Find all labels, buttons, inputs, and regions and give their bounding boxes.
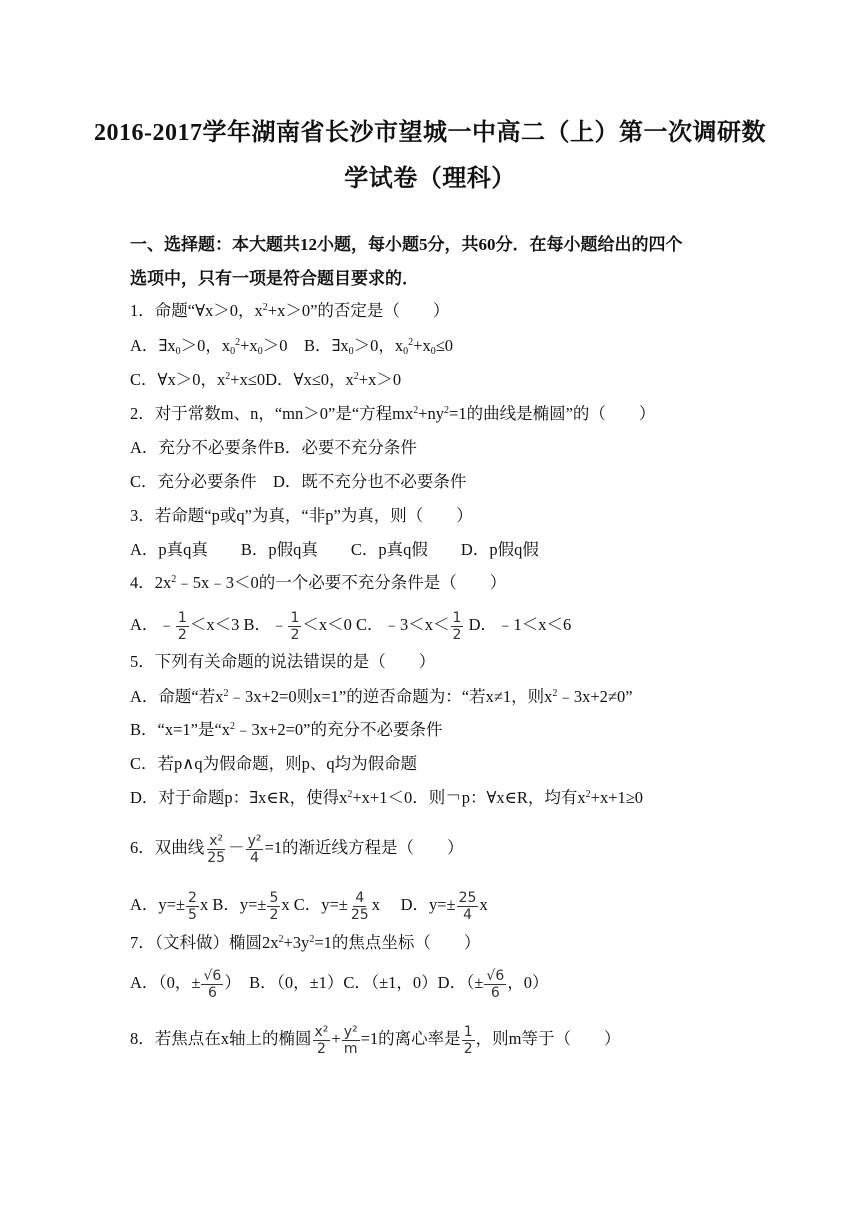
q7-stem: 7．（文科做）椭圆$2x^2+3y^2=1$的焦点坐标（ ） — [130, 933, 481, 952]
section-heading-line1: 一、选择题：本大题共12小题，每小题5分，共60分．在每小题给出的四个 — [130, 235, 683, 254]
q5-option-a: A．命题“若$x^2﹣3x+2=0$则x=1”的逆否命题为：“若x≠1，则$x^2﹣3x+2\ne 0$” — [130, 687, 633, 706]
fraction-5-2: $\frac{5}{2}$ — [269, 889, 279, 923]
fraction-root6-over-6: $\frac{√6}{6}$ — [486, 967, 505, 1001]
q2-stem: 2．对于常数m、n，“mn＞0”是“方程$mx^2+ny^2=1$的曲线是椭圆”的（ ） — [130, 404, 656, 423]
q1-options-ab: A．$\exists x_0>0$，$x_0^2+x_0>0$ B．$\exists x_0>0$，$x_0^2+x_0\le 0$ — [130, 336, 454, 357]
q6-stem: 6．双曲线 $\frac{\text{x²}}{25}$ － $\frac{\text{y²}}{4}$ =1的渐近线方程是（ ） — [130, 832, 464, 866]
fraction-4-25: $\frac{4}{25}$ — [350, 889, 369, 923]
q2-options-ab: A．充分不必要条件B．必要不充分条件 — [130, 438, 417, 457]
fraction-y2-over-m: $\frac{\text{y²}}{m}$ — [343, 1023, 358, 1057]
q1-options-cd: C．∀x＞0，$x^2+x\le 0D$．∀x≤0，$x^2+x>0$ — [130, 370, 402, 389]
q5-option-c: C．若p∧q为假命题，则p、q均为假命题 — [130, 754, 418, 773]
q3-stem: 3．若命题“p或q”为真，“非p”为真，则（ ） — [130, 506, 473, 525]
q4-options: A．﹣ $\frac{1}{2}$ ＜x＜3 B．﹣ $\frac{1}{2}$ ＜x＜0 C．﹣3＜x＜ $\frac{1}{2}$ D．﹣1＜x＜6 — [130, 609, 572, 643]
section-heading-line2: 选项中，只有一项是符合题目要求的． — [130, 269, 419, 288]
fraction-one-half: $\frac{1}{2}$ — [452, 609, 462, 643]
fraction-y2-over-4: $\frac{\text{y²}}{4}$ — [247, 832, 262, 866]
q3-options: A．p真q真 B．p假q真 C．p真q假 D．p假q假 — [130, 540, 539, 559]
q5-option-d: D．对于命题p：∃x∈R，使得$x^2+x+1<0$．则￢p：∀x∈R，均有$x^2+x+1\ge 0$ — [130, 788, 644, 807]
fraction-25-4: $\frac{25}{4}$ — [458, 889, 477, 923]
fraction-x2-over-25: $\frac{\text{x²}}{25}$ — [207, 832, 226, 866]
q7-options: A．（0，± $\frac{√6}{6}$ ） B．（0，±1）C．（±1，0）D．（± $\frac{√6}{6}$ ，0） — [130, 967, 549, 1001]
fraction-root6-over-6: $\frac{√6}{6}$ — [203, 967, 222, 1001]
q6-options: A．y=± $\frac{2}{5}$ x B．y=± $\frac{5}{2}$ x C．y=± $\frac{4}{25}$ x D．y=± $\frac{25}{4}$ x — [130, 889, 488, 923]
q2-options-cd: C．充分必要条件 D．既不充分也不必要条件 — [130, 472, 467, 491]
exam-title-line2: 学试卷（理科） — [344, 166, 516, 192]
fraction-one-half: $\frac{1}{2}$ — [177, 609, 187, 643]
q5-stem: 5．下列有关命题的说法错误的是（ ） — [130, 652, 436, 671]
q5-option-b: B．“x=1”是“$x^2﹣3x+2=0$”的充分不必要条件 — [130, 720, 443, 739]
exam-title-line1: 2016-2017学年湖南省长沙市望城一中高二（上）第一次调研数 — [94, 120, 766, 146]
fraction-one-half: $\frac{1}{2}$ — [463, 1023, 473, 1057]
q1-stem: 1．命题“∀x＞0，$x^2+x>0$”的否定是（ ） — [130, 301, 450, 320]
fraction-one-half: $\frac{1}{2}$ — [290, 609, 300, 643]
q4-stem: 4．$2x^2﹣5x﹣3<0$的一个必要不充分条件是（ ） — [130, 573, 507, 592]
fraction-2-5: $\frac{2}{5}$ — [188, 889, 197, 923]
fraction-x2-over-2: $\frac{\text{x²}}{2}$ — [314, 1023, 329, 1057]
q8-stem: 8．若焦点在x轴上的椭圆 $\frac{\text{x²}}{2}$ + $\frac{\text{y²}}{m}$ =1的离心率是 $\frac{1}{2}$ ，则m等于（ ） — [130, 1023, 621, 1057]
